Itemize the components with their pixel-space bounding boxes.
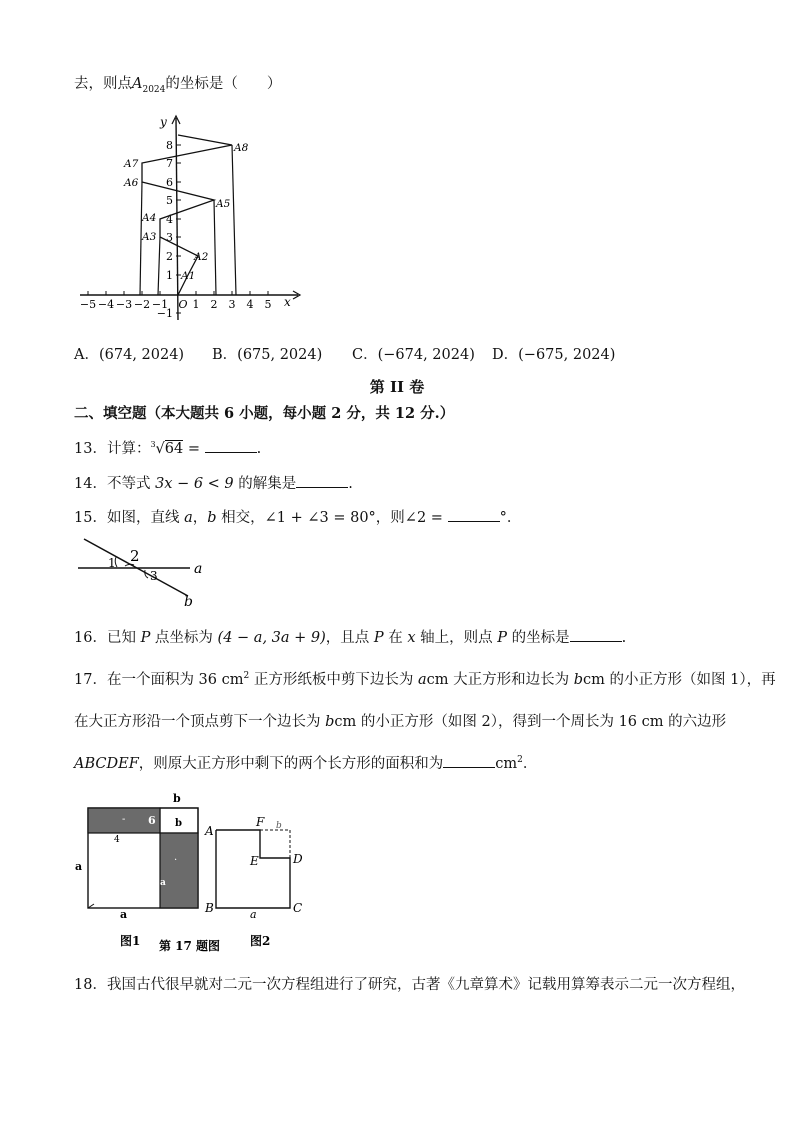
q12-coordinate-figure xyxy=(70,108,310,323)
fig2-hexagon xyxy=(216,830,290,908)
section-title: 第 II 卷 xyxy=(369,378,425,396)
fig1-label-6: 6 xyxy=(148,814,156,827)
question-17-line-3: ABCDEF，则原大正方形中剩下的两个长方形的面积和为 $cm^2$． xyxy=(74,752,537,773)
fig2-label-F: F xyxy=(256,815,265,829)
fig2-label-A: A xyxy=(205,824,214,838)
option-d: D．(−675, 2024) xyxy=(492,347,616,363)
fig1-label-b-top: b xyxy=(173,792,181,805)
fig2-label-b: b xyxy=(276,821,282,831)
y-axis-label: y xyxy=(160,115,167,129)
fig2-label-C: C xyxy=(293,901,303,915)
part-heading: 二、填空题（本大题共 6 小题，每小题 2 分，共 12 分.） xyxy=(74,405,455,422)
fig1-label-4: 4 xyxy=(114,835,120,845)
option-a: A．(674, 2024) xyxy=(74,347,185,363)
fig1-label-a-left: a xyxy=(75,860,83,873)
point-label: A7 xyxy=(124,158,139,170)
q17-figures xyxy=(74,790,314,955)
point-label: A6 xyxy=(124,177,139,189)
line-b-label: b xyxy=(184,594,193,610)
answer-blank xyxy=(296,473,348,488)
option-b: B．(675, 2024) xyxy=(212,347,323,363)
answer-blank xyxy=(443,753,495,768)
fig1-shaded-right xyxy=(160,833,198,908)
x-tick-label: 3 xyxy=(228,298,236,311)
question-14: 14．不等式 3x − 6 < 9 的解集是 . xyxy=(74,472,353,493)
point-label: A1 xyxy=(181,270,196,282)
y-tick-label: 3 xyxy=(166,231,173,244)
point-label: A8 xyxy=(234,142,249,154)
question-16: 16．已知 P 点坐标为 (4 − a, 3a + 9)，且点 P 在 x 轴上，则点 P 的坐标是 . xyxy=(74,626,626,647)
x-axis-label: x xyxy=(284,295,291,309)
origin-label: O xyxy=(178,298,188,311)
fig1-caption: 图1 xyxy=(120,934,141,948)
fig2-label-D: D xyxy=(293,852,303,866)
point-label: A3 xyxy=(142,231,157,243)
fig1-label-b-right: b xyxy=(175,818,182,829)
x-tick-label: 2 xyxy=(210,298,218,311)
fig2-caption: 图2 xyxy=(250,934,271,948)
angle-3-label: 3 xyxy=(150,569,158,583)
angle-2-label: 2 xyxy=(130,547,140,565)
point-label: A4 xyxy=(142,212,157,224)
fig1-label-dot: . xyxy=(174,852,178,863)
question-13: 13．计算：$^3$√64 = . xyxy=(74,437,261,458)
fig2-label-E: E xyxy=(250,854,259,868)
question-15: 15．如图，直线 a，b 相交，∠1 + ∠3 = 80°，则∠2 = °． xyxy=(74,506,521,527)
question-17-line-1: 17．在一个面积为 36 $cm^2$ 正方形纸板中剪下边长为 acm 大正方形和边长为 bcm 的小正方形（如图 1），再 xyxy=(74,671,776,688)
answer-blank xyxy=(205,438,257,453)
q15-figure xyxy=(78,533,218,608)
answer-blank xyxy=(448,507,500,522)
y-tick-label: 7 xyxy=(166,157,173,170)
y-tick-label: 1 xyxy=(166,269,173,282)
question-18: 18．我国古代很早就对二元一次方程组进行了研究，古著《九章算术》记载用算筹表示二元一次方程组， xyxy=(74,977,745,993)
y-tick-label: 5 xyxy=(166,194,173,207)
y-tick-label: 8 xyxy=(166,139,173,152)
y-tick-label: −1 xyxy=(156,307,173,320)
x-tick-label: −2 xyxy=(133,298,151,311)
x-tick-label: −5 xyxy=(79,298,97,311)
y-tick-label: 2 xyxy=(166,250,173,263)
point-label: A5 xyxy=(216,198,231,210)
fig2-label-a: a xyxy=(250,908,257,921)
fig1-label-a-strip: a xyxy=(160,878,166,888)
x-tick-label: 4 xyxy=(246,298,254,311)
point-label: A2 xyxy=(194,251,209,263)
fig-title: 第 17 题图 xyxy=(159,939,221,953)
fig1-label-mark: - xyxy=(122,814,126,825)
x-tick-label: −4 xyxy=(97,298,115,311)
x-tick-label: 5 xyxy=(264,298,272,311)
line-a-label: a xyxy=(194,561,203,577)
answer-blank xyxy=(570,627,622,642)
y-tick-label: 4 xyxy=(166,213,173,226)
fig2-label-B: B xyxy=(205,901,214,915)
angle-1-label: 1 xyxy=(108,556,116,570)
option-c: C．(−674, 2024) xyxy=(352,347,475,363)
question-17-line-2: 在大正方形沿一个顶点剪下一个边长为 bcm 的小正方形（如图 2），得到一个周长为 16 cm 的六边形 xyxy=(74,714,727,730)
q12-intro: 去，则点$A_{2024}$的坐标是（ ） xyxy=(74,76,282,95)
x-tick-label: 1 xyxy=(192,298,200,311)
x-tick-label: −3 xyxy=(115,298,133,311)
y-tick-label: 6 xyxy=(166,176,173,189)
fig1-label-a-bottom: a xyxy=(120,908,128,921)
x-tick-label: −1 xyxy=(151,298,169,311)
